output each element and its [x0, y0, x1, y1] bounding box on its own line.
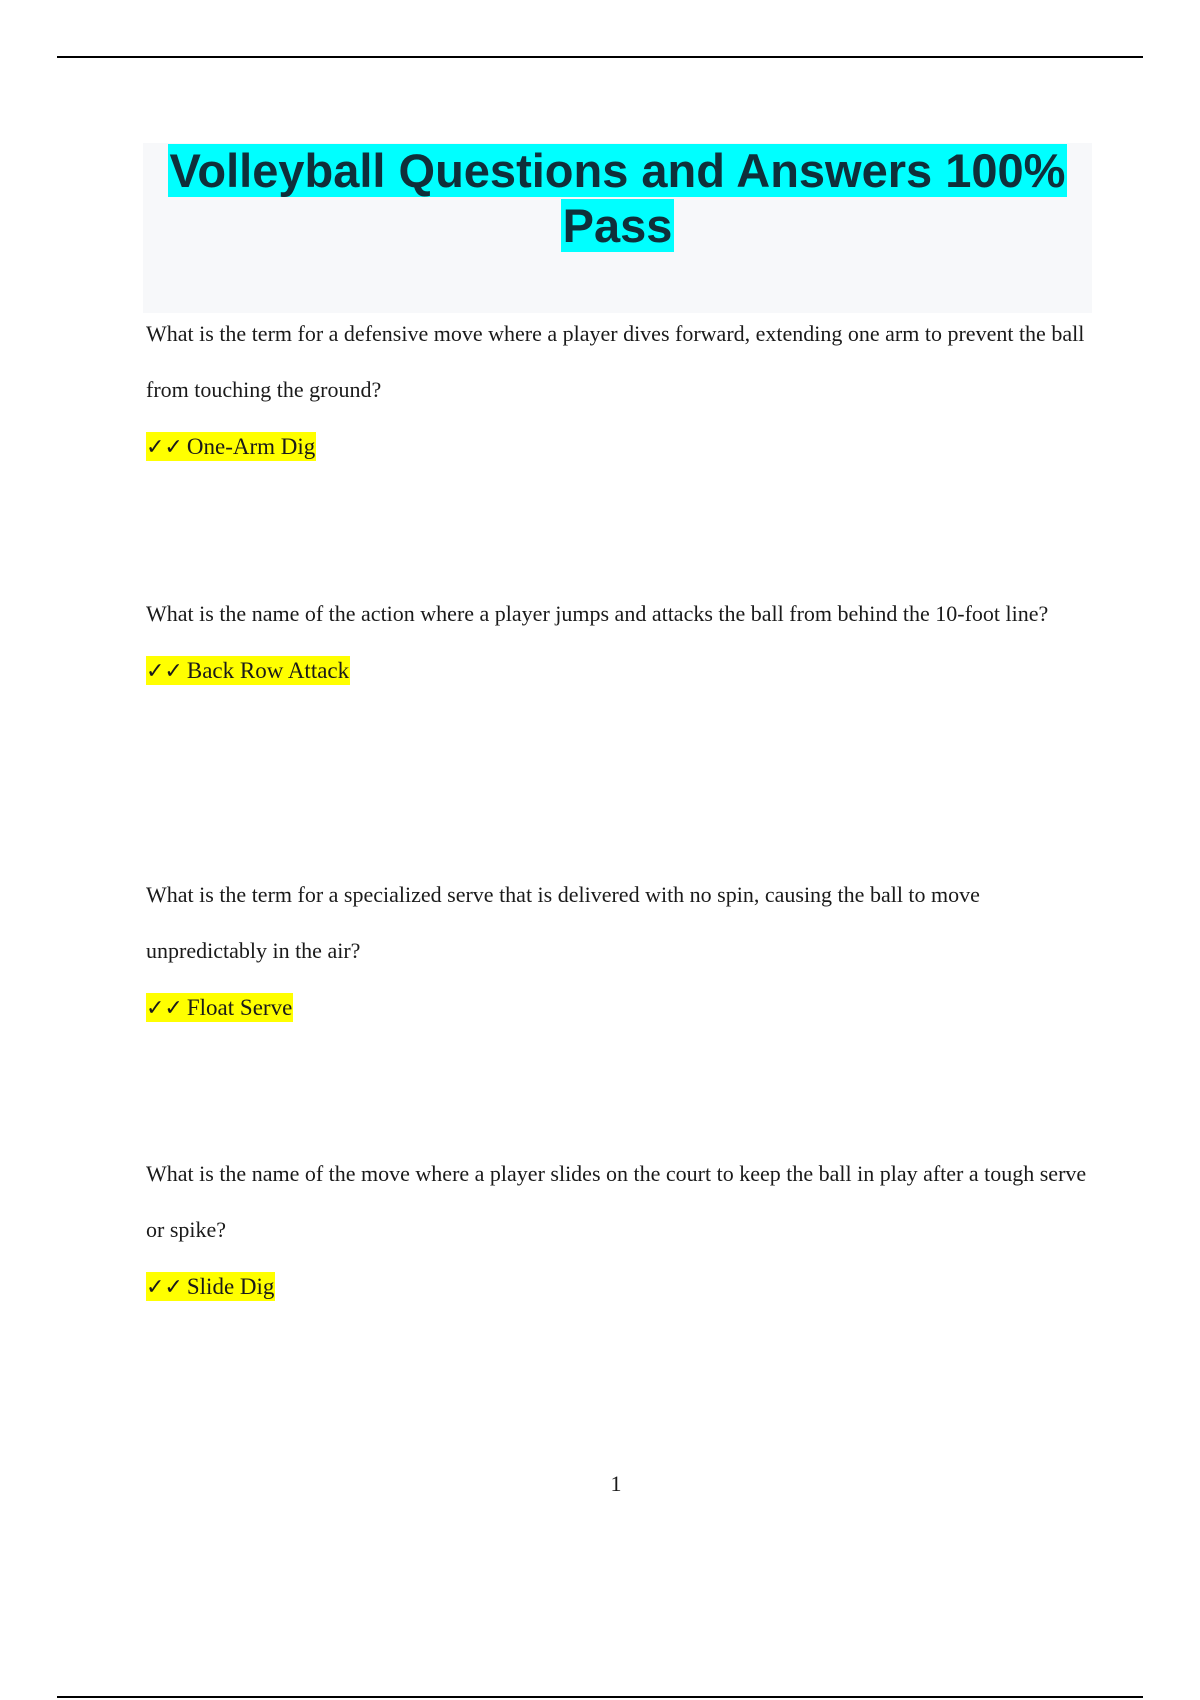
double-check-icon: ✓✓: [146, 435, 183, 460]
double-check-icon: ✓✓: [146, 1275, 183, 1300]
answer: [146, 656, 1096, 687]
qa-item-3: [146, 867, 1096, 1024]
answer-highlight: [146, 993, 293, 1022]
answer-text: Back Row Attack: [186, 658, 350, 683]
answer-text: One-Arm Dig: [186, 434, 316, 459]
answer: [146, 1272, 1096, 1303]
double-check-icon: ✓✓: [146, 996, 183, 1021]
top-rule: [57, 56, 1143, 58]
title-line-2: Pass: [562, 199, 673, 252]
answer: [146, 432, 1096, 463]
document-title: [143, 143, 1092, 253]
double-check-icon: ✓✓: [146, 659, 183, 684]
answer-highlight: [146, 1272, 275, 1301]
question-text: What is the name of the move where a player slides on the court to keep the ball in play after a tough serve or spike?: [146, 1161, 1087, 1242]
qa-item-1: [146, 306, 1096, 463]
answer-highlight: [146, 656, 350, 685]
answer-text: Slide Dig: [186, 1274, 275, 1299]
page-number: 1: [610, 1471, 622, 1496]
title-block: [143, 143, 1092, 313]
qa-item-4: [146, 1146, 1096, 1303]
question-text: What is the name of the action where a player jumps and attacks the ball from behind the 10-foot line?: [146, 601, 1049, 626]
bottom-rule: [57, 1696, 1143, 1698]
answer: [146, 993, 1096, 1024]
qa-item-2: [146, 586, 1096, 687]
answer-text: Float Serve: [186, 995, 293, 1020]
answer-highlight: [146, 432, 316, 461]
question-text: What is the term for a specialized serve that is delivered with no spin, causing the ball to move unpredictably in the air?: [146, 882, 980, 963]
title-line-1: Volleyball Questions and Answers 100%: [169, 144, 1066, 197]
question-text: What is the term for a defensive move where a player dives forward, extending one arm to prevent the ball from touching the ground?: [146, 321, 1085, 402]
